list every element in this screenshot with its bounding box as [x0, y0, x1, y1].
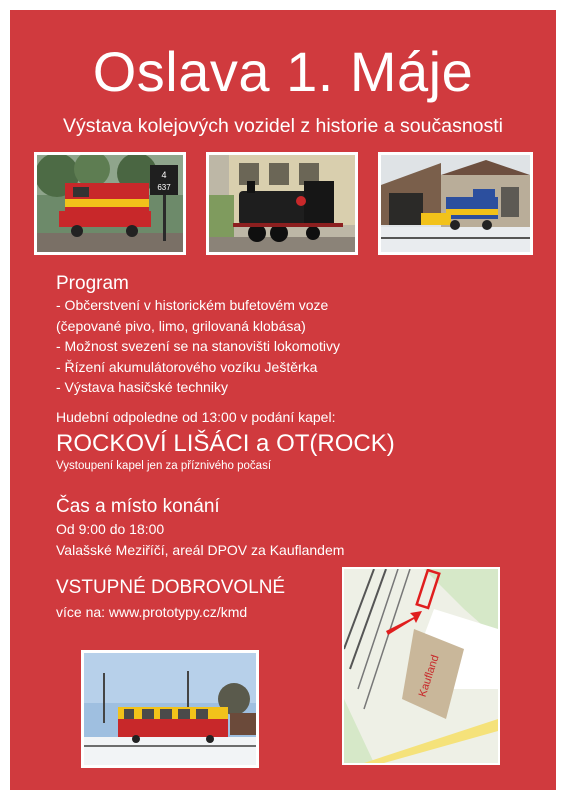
photo-diesel-locomotive — [34, 152, 186, 255]
location-map — [342, 567, 500, 765]
program-item: (čepované pivo, limo, grilovaná klobása) — [56, 317, 306, 334]
program-item: - Možnost svezení se na stanovišti lokomotivy — [56, 338, 341, 354]
event-place: Valašské Meziříčí, areál DPOV za Kauflandem — [56, 542, 345, 558]
event-poster — [10, 10, 556, 790]
photo-steam-locomotive — [206, 152, 358, 255]
entry-fee: VSTUPNÉ DOBROVOLNÉ — [56, 577, 286, 598]
program-item: - Řízení akumulátorového vozíku Ještěrka — [56, 358, 318, 375]
bands-name: ROCKOVÍ LIŠÁCI a OT(ROCK) — [56, 430, 395, 457]
program-list — [56, 295, 340, 398]
event-time: Od 9:00 do 18:00 — [56, 521, 165, 537]
poster-subtitle: Výstava kolejových vozidel z historie a současnosti — [62, 115, 504, 137]
music-line: Hudební odpoledne od 13:00 v podání kapel: — [56, 409, 336, 425]
program-item: - Občerstvení v historickém bufetovém voze — [56, 297, 329, 313]
time-place-details — [56, 519, 344, 561]
photo-shunting-locomotive — [378, 152, 533, 255]
time-place-heading: Čas a místo konání — [56, 496, 220, 517]
photo-railcar — [81, 650, 259, 768]
poster-title: Oslava 1. Máje — [92, 40, 474, 103]
program-item: - Výstava hasičské techniky — [56, 379, 228, 395]
sign-number-bottom: 637 — [157, 183, 171, 192]
map-store-label: Kaufland — [416, 653, 442, 699]
weather-note: Vystoupení kapel jen za příznivého počasí — [56, 460, 272, 472]
website-link[interactable]: více na: www.prototypy.cz/kmd — [56, 604, 248, 620]
program-heading: Program — [56, 273, 129, 294]
sign-number-top: 4 — [161, 170, 167, 180]
